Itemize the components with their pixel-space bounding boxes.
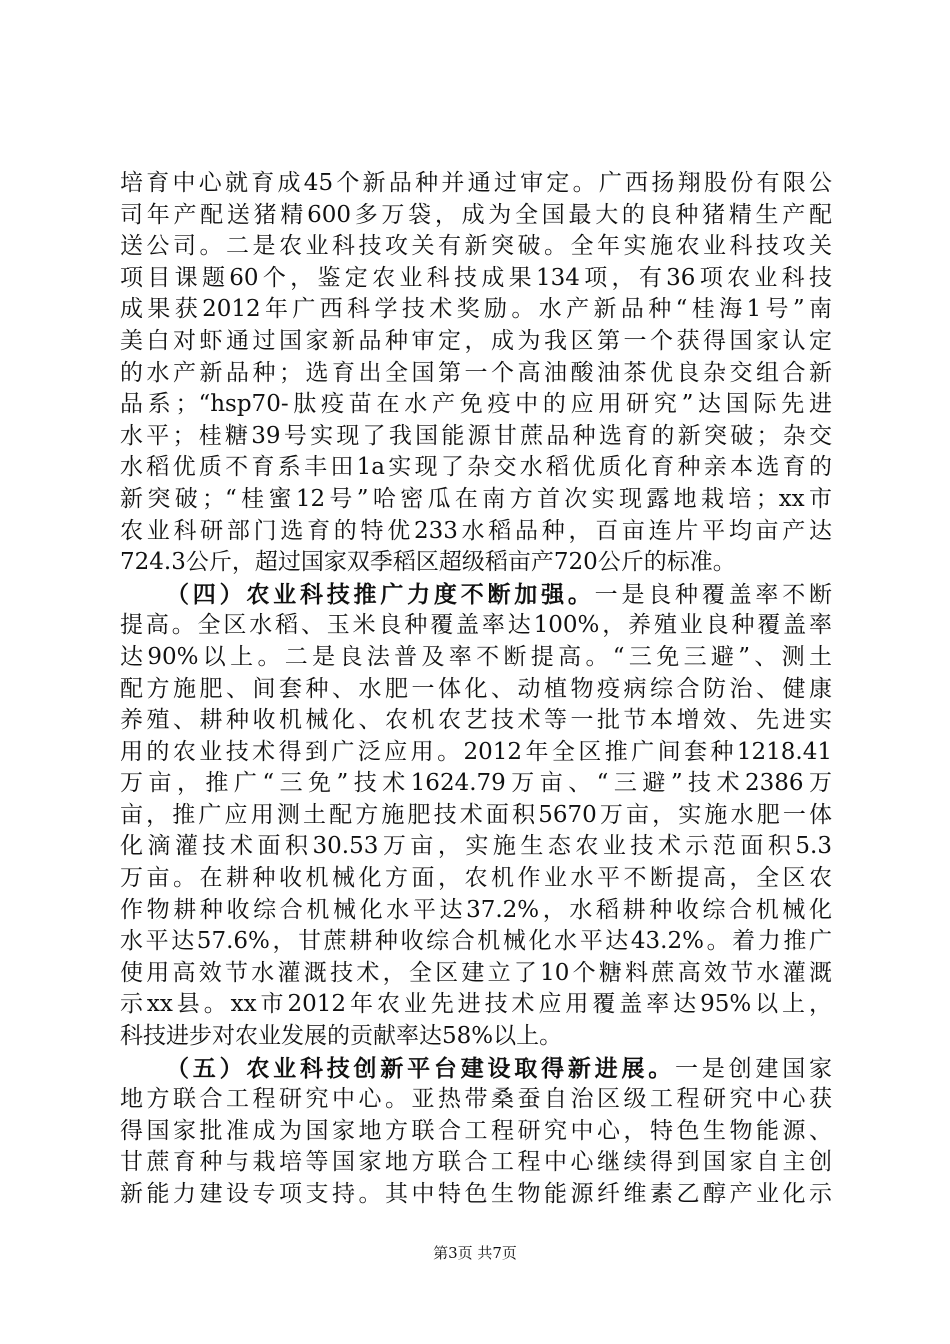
line-text: 作物耕种收综合机械化水平达37.2%，水稻耕种收综合机械化 — [120, 896, 832, 923]
line-text: 科技进步对农业发展的贡献率达58%以上。 — [120, 1023, 563, 1050]
text-line — [120, 610, 832, 642]
line-text: 美白对虾通过国家新品种审定，成为我区第一个获得国家认定 — [120, 327, 832, 354]
line-text: 化滴灌技术面积30.53万亩，实施生态农业技术示范面积5.3 — [120, 833, 832, 860]
text-line — [120, 642, 832, 674]
text-line — [120, 263, 832, 295]
text-line — [120, 200, 832, 232]
text-line — [120, 358, 832, 390]
text-line — [120, 831, 832, 863]
text-line — [120, 1084, 832, 1116]
text-line — [120, 1021, 832, 1053]
line-text: 新突破；“桂蜜12号”哈密瓜在南方首次实现露地栽培；xx市 — [120, 485, 832, 512]
text-line — [120, 895, 832, 927]
document-body — [120, 168, 832, 1211]
line-text: 724.3公斤，超过国家双季稻区超级稻亩产720公斤的标准。 — [120, 549, 736, 576]
line-text: 一是良种覆盖率不断 — [594, 581, 833, 608]
text-line — [120, 958, 832, 990]
text-line — [120, 547, 832, 579]
text-line — [120, 516, 832, 548]
text-line — [120, 452, 832, 484]
line-text: 亩，推广应用测土配方施肥技术面积5670万亩，实施水肥一体 — [120, 801, 832, 828]
line-text: 农业科研部门选育的特优233水稻品种，百亩连片平均亩产达 — [120, 517, 832, 544]
line-text: 使用高效节水灌溉技术，全区建立了10个糖料蔗高效节水灌溉 — [120, 959, 832, 986]
line-text: 成果获2012年广西科学技术奖励。水产新品种“桂海1号”南 — [120, 296, 832, 323]
line-text: 项目课题60个，鉴定农业科技成果134项，有36项农业科技 — [120, 264, 832, 291]
line-text: 培育中心就育成45个新品种并通过审定。广西扬翔股份有限公 — [120, 170, 832, 196]
text-line — [120, 674, 832, 706]
text-line — [120, 231, 832, 263]
line-text: 新能力建设专项支持。其中特色生物能源纤维素乙醇产业化示 — [120, 1181, 832, 1207]
text-line — [120, 168, 832, 200]
text-line — [120, 389, 832, 421]
section-heading: （五）农业科技创新平台建设取得新进展。 — [166, 1054, 676, 1082]
line-text: 水平达57.6%，甘蔗耕种收综合机械化水平达43.2%。着力推广 — [120, 928, 832, 955]
section-heading-line — [120, 579, 832, 611]
text-line — [120, 989, 832, 1021]
text-line — [120, 294, 832, 326]
section-heading-line — [120, 1053, 832, 1085]
line-text: 养殖、耕种收机械化、农机农艺技术等一批节本增效、先进实 — [120, 707, 832, 734]
section-heading: （四）农业科技推广力度不断加强。 — [166, 580, 595, 608]
text-line — [120, 863, 832, 895]
line-text: 达90%以上。二是良法普及率不断提高。“三免三避”、测土 — [120, 643, 832, 670]
line-text: 品系；“hsp70-肽疫苗在水产免疫中的应用研究”达国际先进 — [120, 391, 832, 418]
page-footer: 第3页 共7页 — [433, 1244, 517, 1262]
line-text: 水平；桂糖39号实现了我国能源甘蔗品种选育的新突破；杂交 — [120, 422, 832, 449]
text-line — [120, 484, 832, 516]
line-text: 一是创建国家 — [675, 1055, 833, 1082]
text-line — [120, 326, 832, 358]
text-line — [120, 737, 832, 769]
text-line — [120, 1116, 832, 1148]
line-text: 用的农业技术得到广泛应用。2012年全区推广间套种1218.41 — [120, 738, 832, 765]
line-text: 提高。全区水稻、玉米良种覆盖率达100%，养殖业良种覆盖率 — [120, 612, 832, 639]
text-line — [120, 705, 832, 737]
text-line — [120, 800, 832, 832]
line-text: 万亩，推广“三免”技术1624.79万亩、“三避”技术2386万 — [120, 770, 832, 797]
line-text: 司年产配送猪精600多万袋，成为全国最大的良种猪精生产配 — [120, 201, 832, 228]
line-text: 地方联合工程研究中心。亚热带桑蚕自治区级工程研究中心获 — [120, 1086, 832, 1113]
line-text: 万亩。在耕种收机械化方面，农机作业水平不断提高，全区农 — [120, 865, 832, 892]
line-text: 配方施肥、间套种、水肥一体化、动植物疫病综合防治、健康 — [120, 675, 832, 702]
text-line — [120, 421, 832, 453]
text-line — [120, 1147, 832, 1179]
line-text: 水稻优质不育系丰田1a实现了杂交水稻优质化育种亲本选育的 — [120, 454, 832, 481]
line-text: 甘蔗育种与栽培等国家地方联合工程中心继续得到国家自主创 — [120, 1149, 832, 1176]
line-text: 的水产新品种；选育出全国第一个高油酸油茶优良杂交组合新 — [120, 359, 832, 386]
text-line — [120, 768, 832, 800]
line-text: 送公司。二是农业科技攻关有新突破。全年实施农业科技攻关 — [120, 233, 832, 260]
line-text: 示xx县。xx市2012年农业先进技术应用覆盖率达95%以上， — [120, 991, 832, 1018]
line-text: 得国家批准成为国家地方联合工程研究中心，特色生物能源、 — [120, 1117, 832, 1144]
text-line — [120, 926, 832, 958]
text-line — [120, 1179, 832, 1211]
